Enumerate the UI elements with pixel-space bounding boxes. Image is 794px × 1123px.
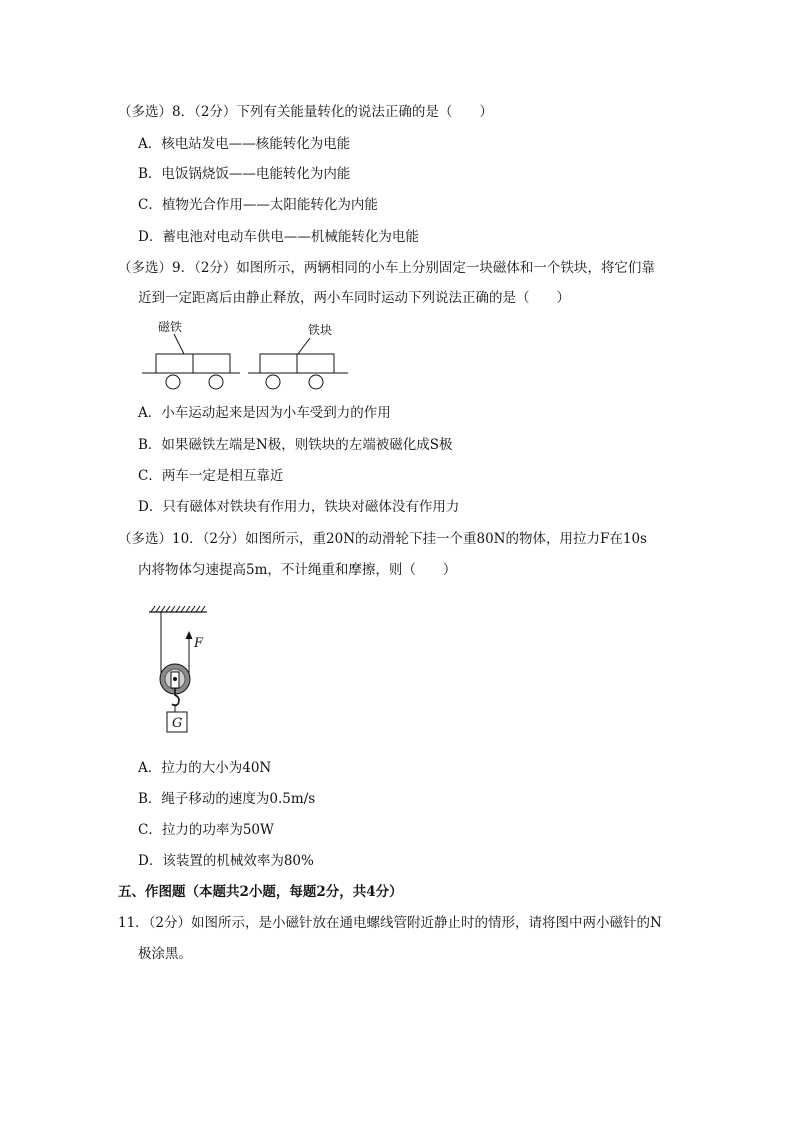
q10-stem-line2: 内将物体匀速提高5m，不计绳重和摩擦，则（ ） [138, 562, 457, 578]
q10-option-c: C．拉力的功率为50W [138, 822, 274, 838]
ceiling-hatch [151, 606, 205, 612]
q8-stem: （多选）8．（2分）下列有关能量转化的说法正确的是（ ） [118, 104, 493, 120]
q8-option-b: B．电饭锅烧饭——电能转化为内能 [138, 166, 351, 182]
weight-label: G [172, 716, 183, 731]
q10-stem-line1: （多选）10．（2分）如图所示，重20N的动滑轮下挂一个重80N的物体，用拉力F在10s [118, 531, 647, 547]
q8-option-d: D．蓄电池对电动车供电——机械能转化为电能 [138, 229, 419, 245]
section-5-title: 五、作图题（本题共2小题，每题2分，共4分） [118, 884, 403, 900]
pulley-axle [173, 677, 177, 681]
q10-pulley-figure [145, 600, 215, 740]
q9-option-b: B．如果磁铁左端是N极，则铁块的左端被磁化成S极 [138, 437, 453, 453]
q11-stem-line1: 11．（2分）如图所示，是小磁针放在通电螺线管附近静止时的情形，请将图中两小磁针的N [118, 915, 662, 931]
q11-stem-line2: 极涂黑。 [138, 946, 192, 962]
q8-option-a: A．核电站发电——核能转化为电能 [138, 136, 351, 152]
q9-stem-line1: （多选）9．（2分）如图所示，两辆相同的小车上分别固定一块磁体和一个铁块，将它们靠 [118, 260, 655, 276]
q10-option-a: A．拉力的大小为40N [138, 760, 272, 776]
q10-option-b: B．绳子移动的速度为0.5m/s [138, 791, 316, 807]
q8-option-c: C．植物光合作用——太阳能转化为内能 [138, 197, 378, 213]
left-car-wheel-2 [209, 375, 223, 389]
iron-label: 铁块 [308, 323, 333, 337]
q9-option-d: D．只有磁体对铁块有作用力，铁块对磁体没有作用力 [138, 499, 460, 515]
right-car-wheel-2 [309, 375, 323, 389]
force-arrow-head [186, 631, 193, 639]
q9-option-c: C．两车一定是相互靠近 [138, 468, 284, 484]
iron-block [297, 354, 334, 373]
left-car-wheel-1 [166, 375, 180, 389]
magnet-label: 磁铁 [158, 320, 183, 334]
q9-stem-line2: 近到一定距离后由静止释放，两小车同时运动下列说法正确的是（ ） [138, 290, 570, 306]
force-label: F [194, 636, 204, 651]
iron-label-leader [298, 338, 310, 354]
magnet-block [156, 354, 193, 373]
q10-option-d: D．该装置的机械效率为80% [138, 853, 314, 869]
q9-option-a: A．小车运动起来是因为小车受到力的作用 [138, 405, 391, 421]
q9-cars-figure [140, 316, 355, 394]
right-car-wheel-1 [266, 375, 280, 389]
magnet-label-leader [174, 334, 184, 354]
